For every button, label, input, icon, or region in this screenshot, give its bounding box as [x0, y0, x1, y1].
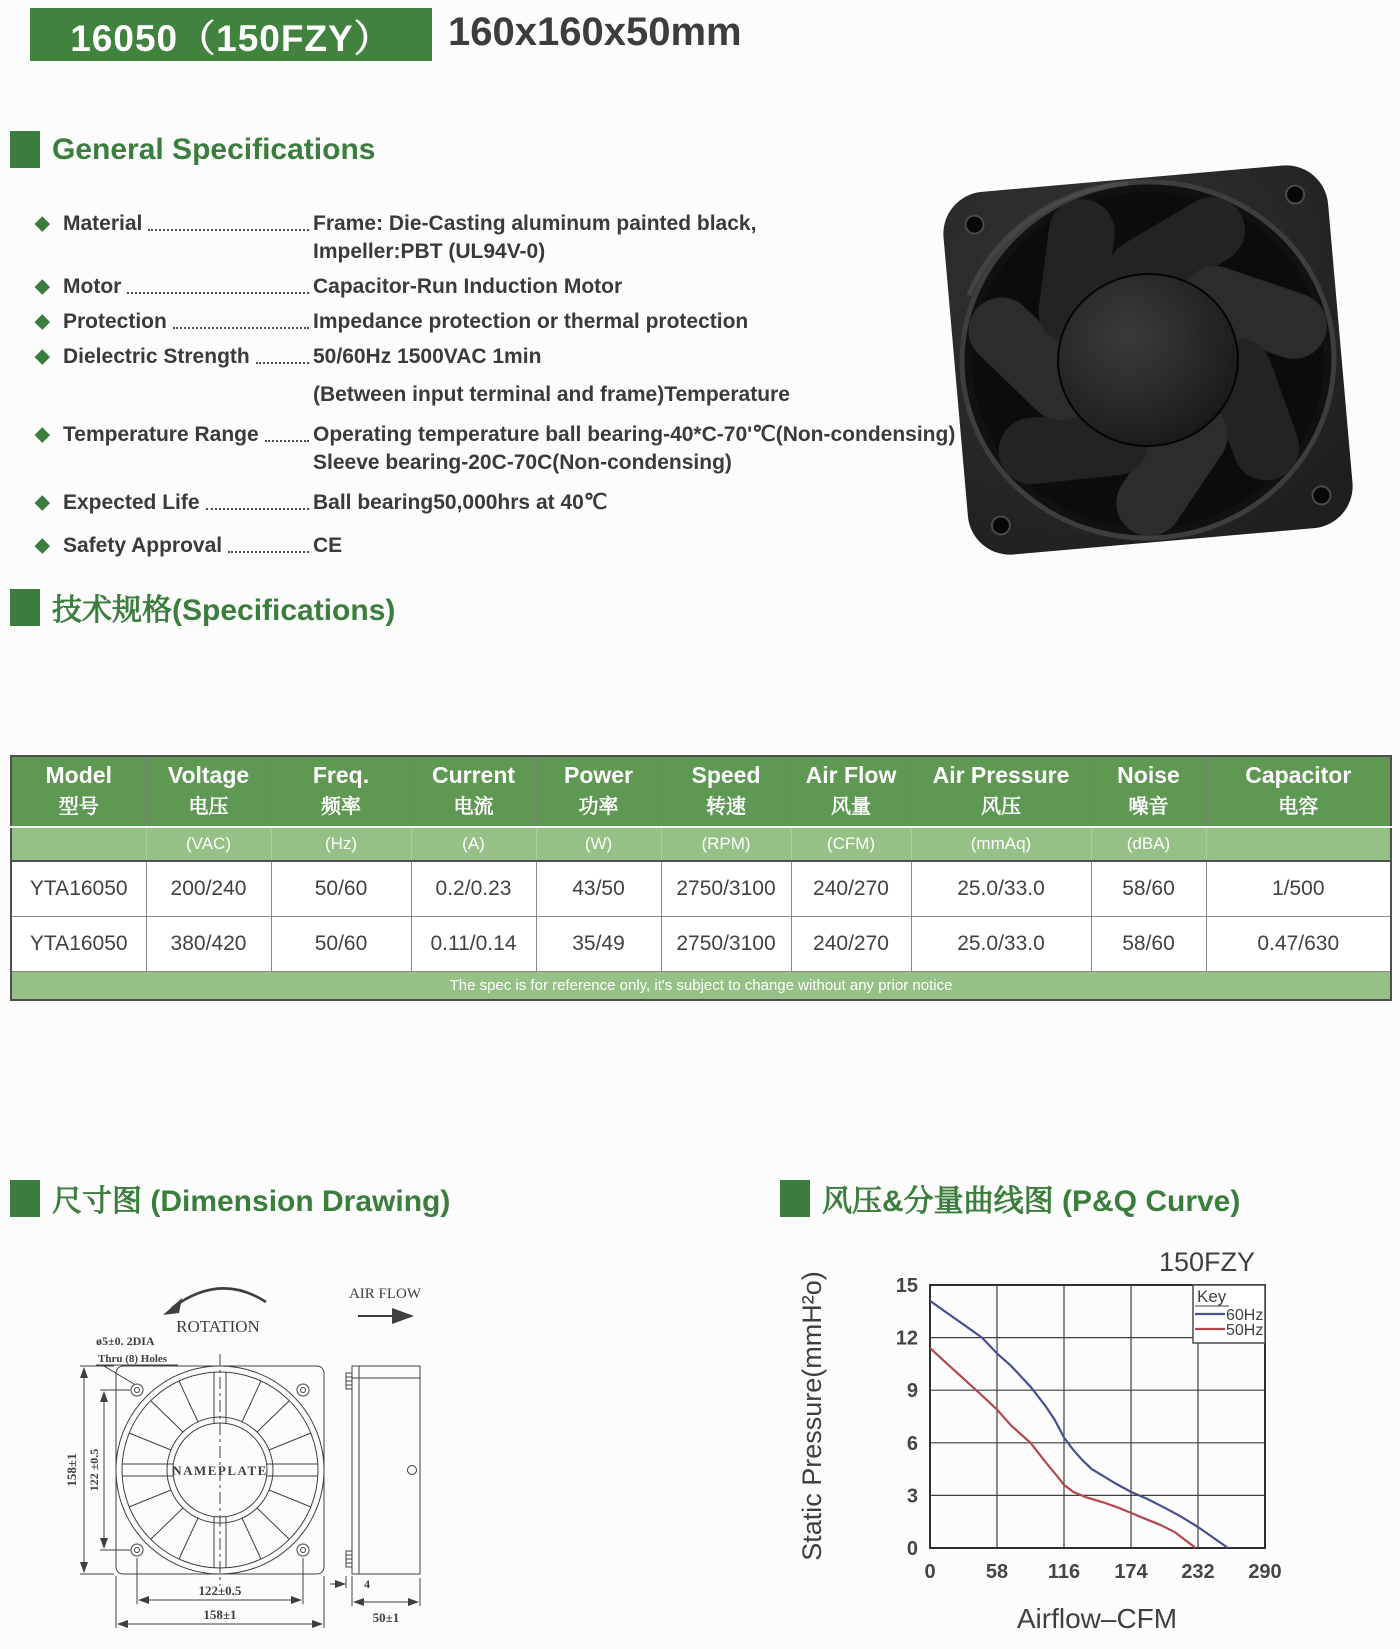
- spec-value: Operating temperature ball bearing-40*C-70'℃(Non-condensing) Sleeve bearing-20C-70C(Non-condensing): [313, 423, 956, 474]
- x-tick-label: 116: [1047, 1561, 1081, 1583]
- dotted-leader: [265, 421, 309, 442]
- x-tick-label: 0: [924, 1561, 936, 1583]
- x-tick-label: 290: [1248, 1561, 1282, 1583]
- dotted-leader: [127, 273, 309, 294]
- spec-item-protection: [35, 308, 935, 336]
- unit-cell: [1206, 827, 1391, 861]
- section-title: 尺寸图 (Dimension Drawing): [52, 1185, 451, 1218]
- chart-xlabel: Airflow–CFM: [1016, 1603, 1178, 1634]
- spec-label: Expected Life: [63, 489, 313, 517]
- table-cell: 0.47/630: [1206, 917, 1391, 972]
- table-cell: 2750/3100: [661, 861, 791, 917]
- col-header-speed: Speed 转速: [661, 756, 791, 827]
- legend-label-60hz: 60Hz: [1226, 1307, 1264, 1324]
- diamond-bullet-icon: ◆: [35, 276, 50, 297]
- table-cell: 50/60: [271, 917, 411, 972]
- table-cell: 0.2/0.23: [411, 861, 536, 917]
- table-cell: 43/50: [536, 861, 661, 917]
- table-cell: YTA16050: [11, 861, 146, 917]
- dim-left-outer: 158±1: [64, 1453, 79, 1487]
- unit-cell: (A): [411, 827, 536, 861]
- dim-bottom-inner: 122±0.5: [198, 1583, 242, 1598]
- chart-plot-area: [896, 1275, 1282, 1583]
- section-marker-icon: [10, 1180, 40, 1217]
- section-title: 风压&分量曲线图 (P&Q Curve): [822, 1185, 1241, 1218]
- dotted-leader: [173, 308, 309, 329]
- spec-item-expected-life: [35, 489, 935, 517]
- table-header-row: [11, 756, 1391, 827]
- section-pq-curve: [780, 1176, 1240, 1220]
- spec-value: CE: [313, 534, 343, 557]
- unit-cell: (dBA): [1091, 827, 1206, 861]
- spec-label: Motor: [63, 273, 313, 301]
- table-row: [11, 861, 1391, 917]
- fan-blade: [1239, 370, 1266, 449]
- unit-cell: (Hz): [271, 827, 411, 861]
- table-units-row: [11, 827, 1391, 861]
- pq-curve-chart: [795, 1235, 1370, 1649]
- x-tick-label: 58: [985, 1561, 1009, 1583]
- spec-label: Safety Approval: [63, 532, 313, 560]
- spec-item-temperature-range: [35, 421, 956, 477]
- table-cell: 25.0/33.0: [911, 917, 1091, 972]
- diamond-bullet-icon: ◆: [35, 424, 50, 445]
- mount-hole: [1312, 486, 1332, 506]
- section-marker-icon: [10, 589, 40, 626]
- dotted-leader: [148, 210, 309, 231]
- section-title: General Specifications: [52, 132, 376, 166]
- col-header-voltage: Voltage 电压: [146, 756, 271, 827]
- unit-cell: (VAC): [146, 827, 271, 861]
- spec-value: Ball bearing50,000hrs at 40℃: [313, 491, 608, 514]
- section-dimension-drawing: [10, 1176, 450, 1220]
- size-label: 160x160x50mm: [448, 10, 742, 54]
- table-note: The spec is for reference only, it's subject to change without any prior notice: [11, 972, 1391, 1001]
- spec-item-safety-approval: [35, 532, 935, 560]
- col-header-air-pressure: Air Pressure 风压: [911, 756, 1091, 827]
- table-note-row: [11, 972, 1391, 1001]
- col-header-capacitor: Capacitor 电容: [1206, 756, 1391, 827]
- section-general-specifications: [10, 131, 375, 168]
- section-title: 技术规格(Specifications): [52, 594, 396, 627]
- col-header-air-flow: Air Flow 风量: [791, 756, 911, 827]
- fan-product-photo: [905, 150, 1390, 570]
- table-cell: YTA16050: [11, 917, 146, 972]
- y-tick-label: 3: [906, 1485, 918, 1508]
- table-row: [11, 917, 1391, 972]
- nameplate-label: NAMEPLATE: [172, 1463, 268, 1478]
- spec-item-motor: [35, 273, 935, 301]
- y-tick-label: 12: [895, 1327, 918, 1350]
- rotation-label: ROTATION: [176, 1317, 260, 1336]
- mount-hole: [965, 215, 985, 235]
- dotted-leader: [228, 532, 309, 553]
- x-tick-label: 174: [1114, 1561, 1148, 1583]
- model-badge: 16050（150FZY）: [30, 8, 432, 61]
- spec-table: [10, 755, 1392, 1001]
- fan-photo-group: [940, 162, 1356, 558]
- legend-title: Key: [1197, 1287, 1227, 1306]
- dotted-leader: [256, 343, 309, 364]
- unit-cell: (RPM): [661, 827, 791, 861]
- spec-value: 50/60Hz 1500VAC 1min (Between input terminal and frame)Temperature: [313, 345, 790, 406]
- table-cell: 58/60: [1091, 861, 1206, 917]
- fan-blade: [1137, 230, 1215, 272]
- section-marker-icon: [10, 131, 40, 168]
- table-cell: 58/60: [1091, 917, 1206, 972]
- table-cell: 25.0/33.0: [911, 861, 1091, 917]
- hole-dia-label: ø5±0. 2DIA: [96, 1334, 155, 1348]
- section-specifications: [10, 585, 395, 629]
- side-depth-dim: 50±1: [372, 1610, 400, 1625]
- unit-cell: [11, 827, 146, 861]
- dim-left-inner: 122 ±0.5: [87, 1448, 101, 1492]
- spec-item-material: [35, 210, 935, 266]
- table-cell: 2750/3100: [661, 917, 791, 972]
- table-cell: 380/420: [146, 917, 271, 972]
- spec-value: Capacitor-Run Induction Motor: [313, 275, 623, 298]
- dimension-drawing: [60, 1232, 510, 1646]
- mount-hole: [991, 516, 1011, 536]
- table-cell: 200/240: [146, 861, 271, 917]
- table-cell: 50/60: [271, 861, 411, 917]
- col-header-freq: Freq. 频率: [271, 756, 411, 827]
- hole-note-label: Thru (8) Holes: [98, 1353, 168, 1365]
- diamond-bullet-icon: ◆: [35, 311, 50, 332]
- table-cell: 240/270: [791, 917, 911, 972]
- general-spec-list: [35, 210, 956, 567]
- spec-label: Dielectric Strength: [63, 343, 313, 371]
- section-marker-icon: [780, 1180, 810, 1217]
- dim-bottom-outer: 158±1: [203, 1607, 237, 1622]
- diamond-bullet-icon: ◆: [35, 213, 50, 234]
- spec-label: Protection: [63, 308, 313, 336]
- mount-hole: [1285, 185, 1305, 205]
- diamond-bullet-icon: ◆: [35, 492, 50, 513]
- y-tick-label: 0: [906, 1538, 918, 1560]
- airflow-label: AIR FLOW: [348, 1286, 422, 1302]
- unit-cell: (W): [536, 827, 661, 861]
- col-header-current: Current 电流: [411, 756, 536, 827]
- diamond-bullet-icon: ◆: [35, 346, 50, 367]
- chart-title: 150FZY: [1158, 1247, 1256, 1277]
- legend-label-50hz: 50Hz: [1226, 1322, 1264, 1339]
- y-tick-label: 9: [906, 1380, 918, 1403]
- table-cell: 35/49: [536, 917, 661, 972]
- diamond-bullet-icon: ◆: [35, 535, 50, 556]
- curve-50hz: [930, 1348, 1196, 1548]
- col-header-power: Power 功率: [536, 756, 661, 827]
- table-cell: 240/270: [791, 861, 911, 917]
- table-cell: 0.11/0.14: [411, 917, 536, 972]
- chart-ylabel: Static Pressure(mmH²o): [797, 1271, 827, 1561]
- col-header-model: Model 型号: [11, 756, 146, 827]
- y-tick-label: 6: [906, 1432, 918, 1455]
- table-cell: 1/500: [1206, 861, 1391, 917]
- spec-label: Material: [63, 210, 313, 238]
- spec-value: Frame: Die-Casting aluminum painted black, Impeller:PBT (UL94V-0): [313, 212, 757, 263]
- spec-label: Temperature Range: [63, 421, 313, 449]
- x-tick-label: 232: [1181, 1561, 1215, 1583]
- side-flange-dim: 4: [364, 1577, 370, 1591]
- unit-cell: (CFM): [791, 827, 911, 861]
- y-tick-label: 15: [895, 1275, 918, 1297]
- unit-cell: (mmAq): [911, 827, 1091, 861]
- col-header-noise: Noise 噪音: [1091, 756, 1206, 827]
- fan-blade: [1031, 442, 1115, 451]
- spec-item-dielectric-strength: [35, 343, 935, 409]
- spec-value: Impedance protection or thermal protection: [313, 310, 749, 333]
- dotted-leader: [206, 489, 309, 510]
